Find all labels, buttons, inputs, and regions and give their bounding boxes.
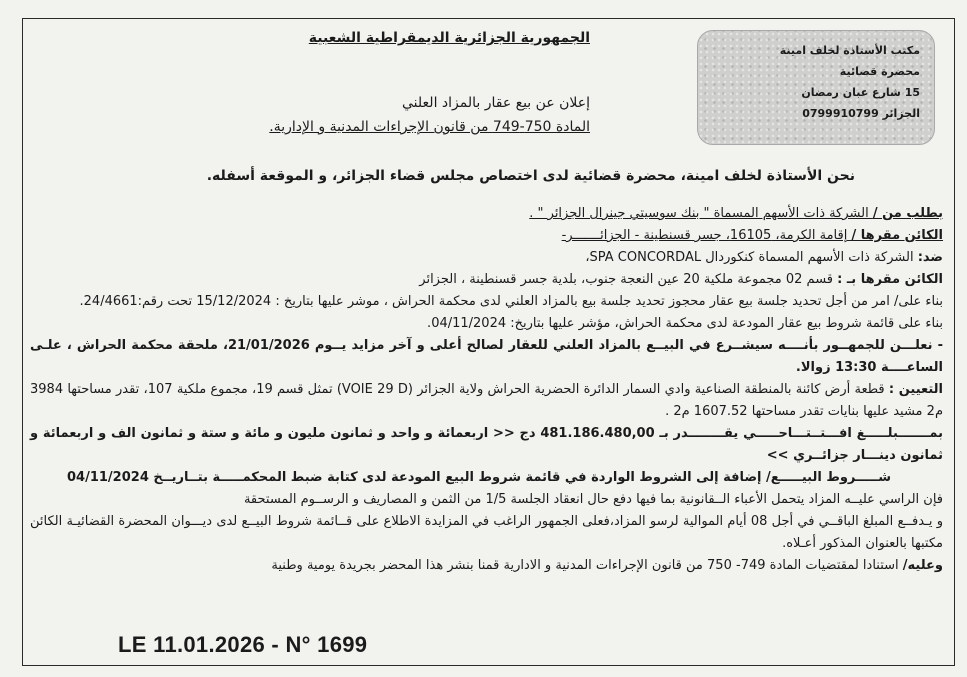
paragraph-conditions-list: بناء على قائمة شروط بيع عقار المودعة لدى محكمة الحراش، مؤشر عليها بتاريخ: 04/11/2024.	[427, 316, 943, 331]
paragraph-requester-address	[30, 225, 943, 247]
paragraph-lead: ضد:	[917, 250, 943, 265]
republic-title: الجمهورية الجزائرية الديمقراطية الشعبية	[308, 30, 590, 46]
stamp-office-name: مكتب الأستاذة لخلف امينة	[779, 44, 920, 57]
paragraph-lead: الكائن مقرها بـ :	[837, 272, 943, 287]
paragraph-text: قسم 02 مجموعة ملكية 20 عين النعجة جنوب، بلدية جسر قسنطينة ، الجزائر	[419, 272, 838, 287]
paragraph-balance-payment: و يـدفــع المبلغ الباقــي في أجل 08 أيام الموالية لرسو المزاد،فعلى الجمهور الراغب في المزايدة الاطلاع على قــائمة شروط البيــع لدى ديـــوان المحضرة القضائيـة الكائن مكتبها بالعنوان المذكور أعـلاه.	[30, 514, 943, 551]
paragraph-auction-announcement: - نعلـــن للجمهــور بأنــــه سيشــرع في البيــع بالمزاد العلني للعقار لصالح أعلى و آخر مزايد يــوم 21/01/2026، ملحقة محكمة الحراش ، علـى الساعــــة 13:30 زوالا.	[30, 338, 943, 375]
bailiff-introduction: نحن الأستاذة لخلف امينة، محضرة قضائية لدى اختصاص مجلس قضاء الجزائر، و الموقعة أسفله.	[206, 168, 855, 184]
paragraph-starting-price: بمـــــــبلـــــغ افـــتــتـــاحـــــي يقــــــــدر بـ 481.186.480,00 دج << اربعمائة و واحد و ثمانون مليون و مائة و ستة و ثمانون الف و اربعمائة و ثمانون دينـــار جزائــري >>	[30, 426, 943, 463]
paragraph-text: قطعة أرض كائنة بالمنطقة الصناعية وادي السمار الدائرة الحضرية الحراش ولاية الجزائر (VOIE 29 D) تمثل قسم 19، مجموع ملكية 107، تقدر مساحتها 3984 م2 مشيد عليها بنايات تقدر مساحتها 1607.52 م2 .	[30, 382, 943, 419]
stamp-profession: محضرة قضائية	[839, 65, 920, 78]
paragraph-text: الشركة ذات الأسهم المسماة كنكوردال SPA CONCORDAL،	[585, 250, 918, 265]
paragraph-lead: شـــــروط البيـــــع/	[766, 470, 891, 485]
paragraph-text: إقامة الكرمة، 16105، جسر قسنطينة - الجزائـــــــر-	[561, 228, 852, 243]
law-article-reference: المادة 750-749 من قانون الإجراءات المدنية و الإدارية.	[269, 119, 590, 135]
notice-title: إعلان عن بيع عقار بالمزاد العلني	[402, 95, 590, 111]
paragraph-buyer-charges: فإن الراسي عليــه المزاد يتحمل الأعباء الــقانونية بما فيها دفع حال انعقاد الجلسة 1/5 من الثمن و المصاريف و الرســوم المستحقة	[243, 492, 943, 507]
paragraph-text: استنادا لمقتضيات المادة 749- 750 من قانون الإجراءات المدنية و الادارية قمنا بنشر هذا المحضر بجريدة يومية وطنية	[271, 558, 903, 573]
stamp-address: 15 شارع عبان رمضان	[801, 86, 920, 99]
paragraph-lead: الكائن مقرها /	[851, 228, 943, 243]
paragraph-requester	[30, 203, 943, 225]
paragraph-text: الشركة ذات الأسهم المسماة " بنك سوسيتي جينرال الجزائر " .	[529, 206, 873, 221]
paragraph-publication	[30, 555, 943, 577]
publication-date-number: LE 11.01.2026 - N° 1699	[118, 632, 368, 657]
paragraph-lead: التعيين :	[888, 382, 944, 397]
paragraph-defendant	[30, 247, 943, 269]
paragraph-lead: وعليه/	[902, 558, 943, 573]
paragraph-property-designation	[30, 379, 943, 423]
paragraph-lead: بطلب من /	[872, 206, 943, 221]
paragraph-text: إضافة إلى الشروط الواردة في قائمة شروط البيع المودعة لدى كتابة ضبط المحكمـــــة بتــاريــخ 04/11/2024	[67, 470, 766, 485]
paragraph-sale-conditions	[30, 467, 943, 489]
bailiff-office-stamp	[697, 30, 935, 145]
stamp-city-phone: الجزائر 0799910799	[802, 107, 920, 120]
notice-body	[30, 203, 943, 577]
paragraph-defendant-address	[30, 269, 943, 291]
paragraph-court-order: بناء على/ امر من أجل تحديد جلسة بيع عقار محجوز تحديد جلسة بيع بالمزاد العلني لدى محكمة الحراش ، موشر عليها بتاريخ : 15/12/2024 تحت رقم:24/4661.	[79, 294, 943, 309]
